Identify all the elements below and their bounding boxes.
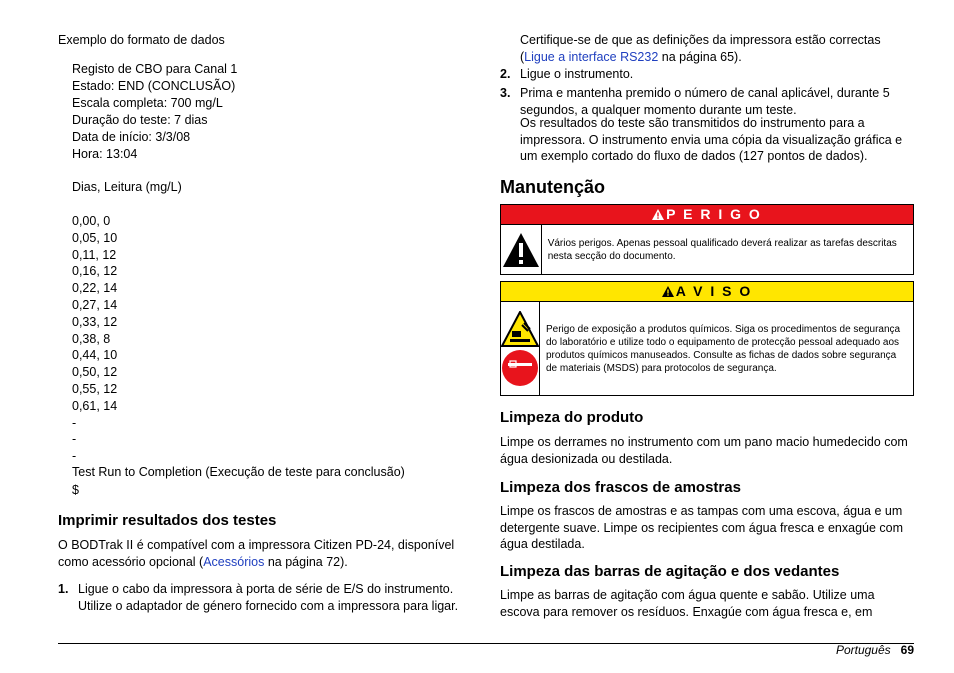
data-line: 0,33, 12 <box>72 314 118 329</box>
data-line: 0,11, 12 <box>72 247 117 262</box>
footer-rule <box>58 643 914 644</box>
data-line: 0,05, 10 <box>72 230 118 245</box>
data-line: 0,61, 14 <box>72 398 118 413</box>
data-line: - <box>72 415 77 430</box>
data-line: 0,44, 10 <box>72 348 118 363</box>
step-2-number: 2. <box>500 67 511 81</box>
footer-language: Português <box>835 643 891 657</box>
clean-product-heading: Limpeza do produto <box>500 409 644 426</box>
record-line: Hora: 13:04 <box>72 147 138 161</box>
step-3-number: 3. <box>500 86 511 100</box>
protective-equipment-icon <box>501 349 539 387</box>
warning-icon-cell <box>501 302 540 396</box>
step-3-subtext: Os resultados do teste são transmitidos do instrumento para a impressora. O instrumento envia uma cópia da visualização gráfica e um exemplo cortado do fluxo de dados (127 pontos de dados). <box>520 116 903 163</box>
exclamation-triangle-icon <box>502 232 540 268</box>
data-line: 0,22, 14 <box>72 281 118 296</box>
warning-bar <box>501 282 913 302</box>
data-line: - <box>72 432 77 447</box>
data-line: 0,00, 0 <box>72 214 111 228</box>
clean-product-text: Limpe os derrames no instrumento com um pano macio humedecido com água desionizada ou destilada. <box>500 435 908 466</box>
record-line: Estado: END (CONCLUSÃO) <box>72 79 236 93</box>
danger-bar <box>501 205 913 225</box>
data-line: 0,38, 8 <box>72 331 111 346</box>
clean-bottles-heading: Limpeza dos frascos de amostras <box>500 479 741 496</box>
data-line: 0,16, 12 <box>72 264 118 279</box>
record-line: Escala completa: 700 mg/L <box>72 96 223 110</box>
warning-text: Perigo de exposição a produtos químicos. Siga os procedimentos de segurança do laboratório e utilize todo o equipamento de protecção pessoal adequado aos produtos químicos manuseados. Consulte as fichas de dados sobre segurança de materiais (MSDS) para protocolos de segurança. <box>546 324 901 374</box>
footer <box>836 643 914 657</box>
accessories-link[interactable]: Acessórios <box>203 554 265 569</box>
certify-paragraph: Certifique-se de que as definições da impressora estão correctas (Ligue a interface RS232 na página 65). <box>520 33 881 64</box>
print-results-heading: Imprimir resultados dos testes <box>58 512 277 529</box>
print-paragraph: O BODTrak II é compatível com a impressora Citizen PD-24, disponível como acessório opcional (Acessórios na página 72). <box>58 538 455 569</box>
days-header: Dias, Leitura (mg/L) <box>72 180 182 194</box>
record-line: Duração do teste: 7 dias <box>72 113 208 127</box>
clean-bottles-text: Limpe os frascos de amostras e as tampas com uma escova, água e um detergente suave. Limpe os recipientes com água fresca e enxagúe com água destilada. <box>500 504 904 551</box>
step-2-text: Ligue o instrumento. <box>520 67 634 81</box>
data-line: 0,27, 14 <box>72 298 118 312</box>
danger-box <box>500 204 914 275</box>
data-line: 0,50, 12 <box>72 365 118 380</box>
completion-line: Test Run to Completion (Execução de teste para conclusão) <box>72 465 405 479</box>
data-line: 0,55, 12 <box>72 382 118 396</box>
step-1-text: Ligue o cabo da impressora à porta de série de E/S do instrumento. Utilize o adaptador de género fornecido com a impressora para ligar. <box>78 582 459 613</box>
example-title: Exemplo do formato de dados <box>58 33 225 47</box>
danger-label: P E R I G O <box>666 206 762 222</box>
clean-bars-heading: Limpeza das barras de agitação e dos vedantes <box>500 563 840 580</box>
warning-box <box>500 281 914 396</box>
step-3-text: Prima e mantenha premido o número de canal aplicável, durante 5 segundos, a qualquer momento durante um teste. <box>520 86 890 117</box>
danger-text: Vários perigos. Apenas pessoal qualificado deverá realizar as tarefas descritas nesta secção do documento. <box>547 238 897 262</box>
record-line: Data de início: 3/3/08 <box>72 130 191 144</box>
record-line: Registo de CBO para Canal 1 <box>72 62 238 76</box>
dollar-line: $ <box>72 483 79 497</box>
clean-bars-text: Limpe as barras de agitação com água quente e sabão. Utilize uma escova para remover os resíduos. Enxagúe com água fresca e, em <box>500 588 875 619</box>
warning-triangle-icon <box>662 286 674 297</box>
step-1-number: 1. <box>58 582 69 596</box>
data-line: - <box>72 449 77 464</box>
chemical-hazard-icon <box>501 311 539 347</box>
rs232-link[interactable]: Ligue a interface RS232 <box>524 49 659 64</box>
warning-triangle-icon <box>652 209 664 220</box>
page-number: 69 <box>900 643 914 657</box>
danger-icon-cell <box>501 225 542 275</box>
maintenance-heading: Manutenção <box>500 177 606 197</box>
warning-label: A V I S O <box>675 283 753 299</box>
